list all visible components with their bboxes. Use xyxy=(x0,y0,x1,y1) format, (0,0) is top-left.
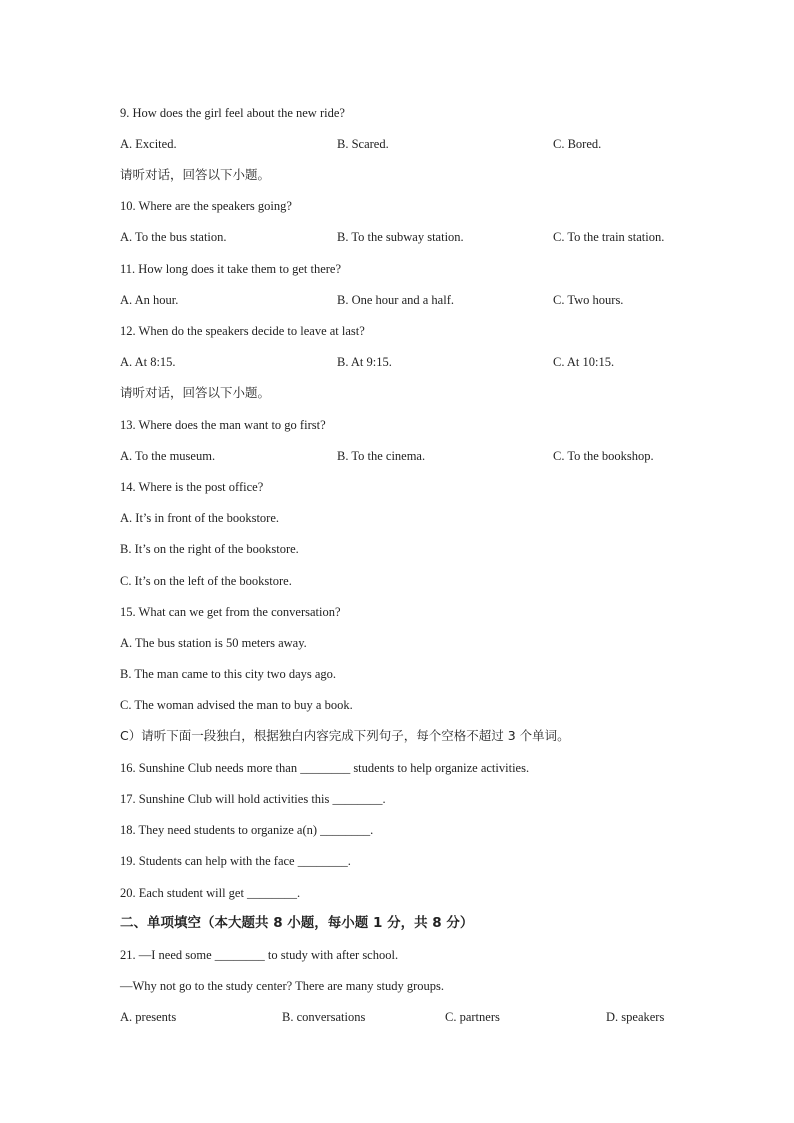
question-15-option-b: B. The man came to this city two days ago. xyxy=(120,667,337,681)
question-13-stem: 13. Where does the man want to go first? xyxy=(120,418,326,432)
option-b: B. conversations xyxy=(282,1010,366,1024)
question-10-stem: 10. Where are the speakers going? xyxy=(120,199,292,213)
option-c: C. Two hours. xyxy=(553,293,624,307)
question-15-option-c: C. The woman advised the man to buy a book. xyxy=(120,698,353,712)
option-b: B. Scared. xyxy=(337,137,389,151)
question-16: 16. Sunshine Club needs more than ________ students to help organize activities. xyxy=(120,761,530,775)
question-14-option-c: C. It’s on the left of the bookstore. xyxy=(120,574,292,588)
instruction-listen-1: 请听对话，回答以下小题。 xyxy=(120,167,271,182)
option-b: B. One hour and a half. xyxy=(337,293,454,307)
question-9-stem: 9. How does the girl feel about the new ride? xyxy=(120,106,345,120)
option-c: C. To the train station. xyxy=(553,230,665,244)
question-15-stem: 15. What can we get from the conversation? xyxy=(120,605,341,619)
question-14-stem: 14. Where is the post office? xyxy=(120,480,264,494)
option-a: A. To the bus station. xyxy=(120,230,227,244)
question-19: 19. Students can help with the face ________. xyxy=(120,854,351,868)
question-14-option-b: B. It’s on the right of the bookstore. xyxy=(120,542,299,556)
option-c: C. partners xyxy=(445,1010,500,1024)
option-c: C. Bored. xyxy=(553,137,602,151)
question-18: 18. They need students to organize a(n) ________. xyxy=(120,823,374,837)
question-12-stem: 12. When do the speakers decide to leave at last? xyxy=(120,324,365,338)
option-d: D. speakers xyxy=(606,1010,665,1024)
question-14-option-a: A. It’s in front of the bookstore. xyxy=(120,511,280,525)
question-21-stem-reply: —Why not go to the study center? There are many study groups. xyxy=(120,979,444,993)
option-c: C. At 10:15. xyxy=(553,355,615,369)
section-2-heading: 二、单项填空（本大题共 8 小题，每小题 1 分，共 8 分） xyxy=(120,915,474,931)
question-15-option-a: A. The bus station is 50 meters away. xyxy=(120,636,307,650)
option-a: A. At 8:15. xyxy=(120,355,176,369)
option-a: A. To the museum. xyxy=(120,449,216,463)
option-b: B. At 9:15. xyxy=(337,355,392,369)
option-b: B. To the cinema. xyxy=(337,449,426,463)
instruction-listen-2: 请听对话，回答以下小题。 xyxy=(120,385,271,400)
question-20: 20. Each student will get ________. xyxy=(120,886,301,900)
option-a: A. An hour. xyxy=(120,293,179,307)
section-c-instruction: C）请听下面一段独白，根据独白内容完成下列句子，每个空格不超过 3 个单词。 xyxy=(120,728,570,743)
option-b: B. To the subway station. xyxy=(337,230,464,244)
option-a: A. Excited. xyxy=(120,137,177,151)
question-11-stem: 11. How long does it take them to get there? xyxy=(120,262,342,276)
question-17: 17. Sunshine Club will hold activities this ________. xyxy=(120,792,386,806)
option-c: C. To the bookshop. xyxy=(553,449,654,463)
question-21-stem: 21. —I need some ________ to study with after school. xyxy=(120,948,399,962)
option-a: A. presents xyxy=(120,1010,177,1024)
